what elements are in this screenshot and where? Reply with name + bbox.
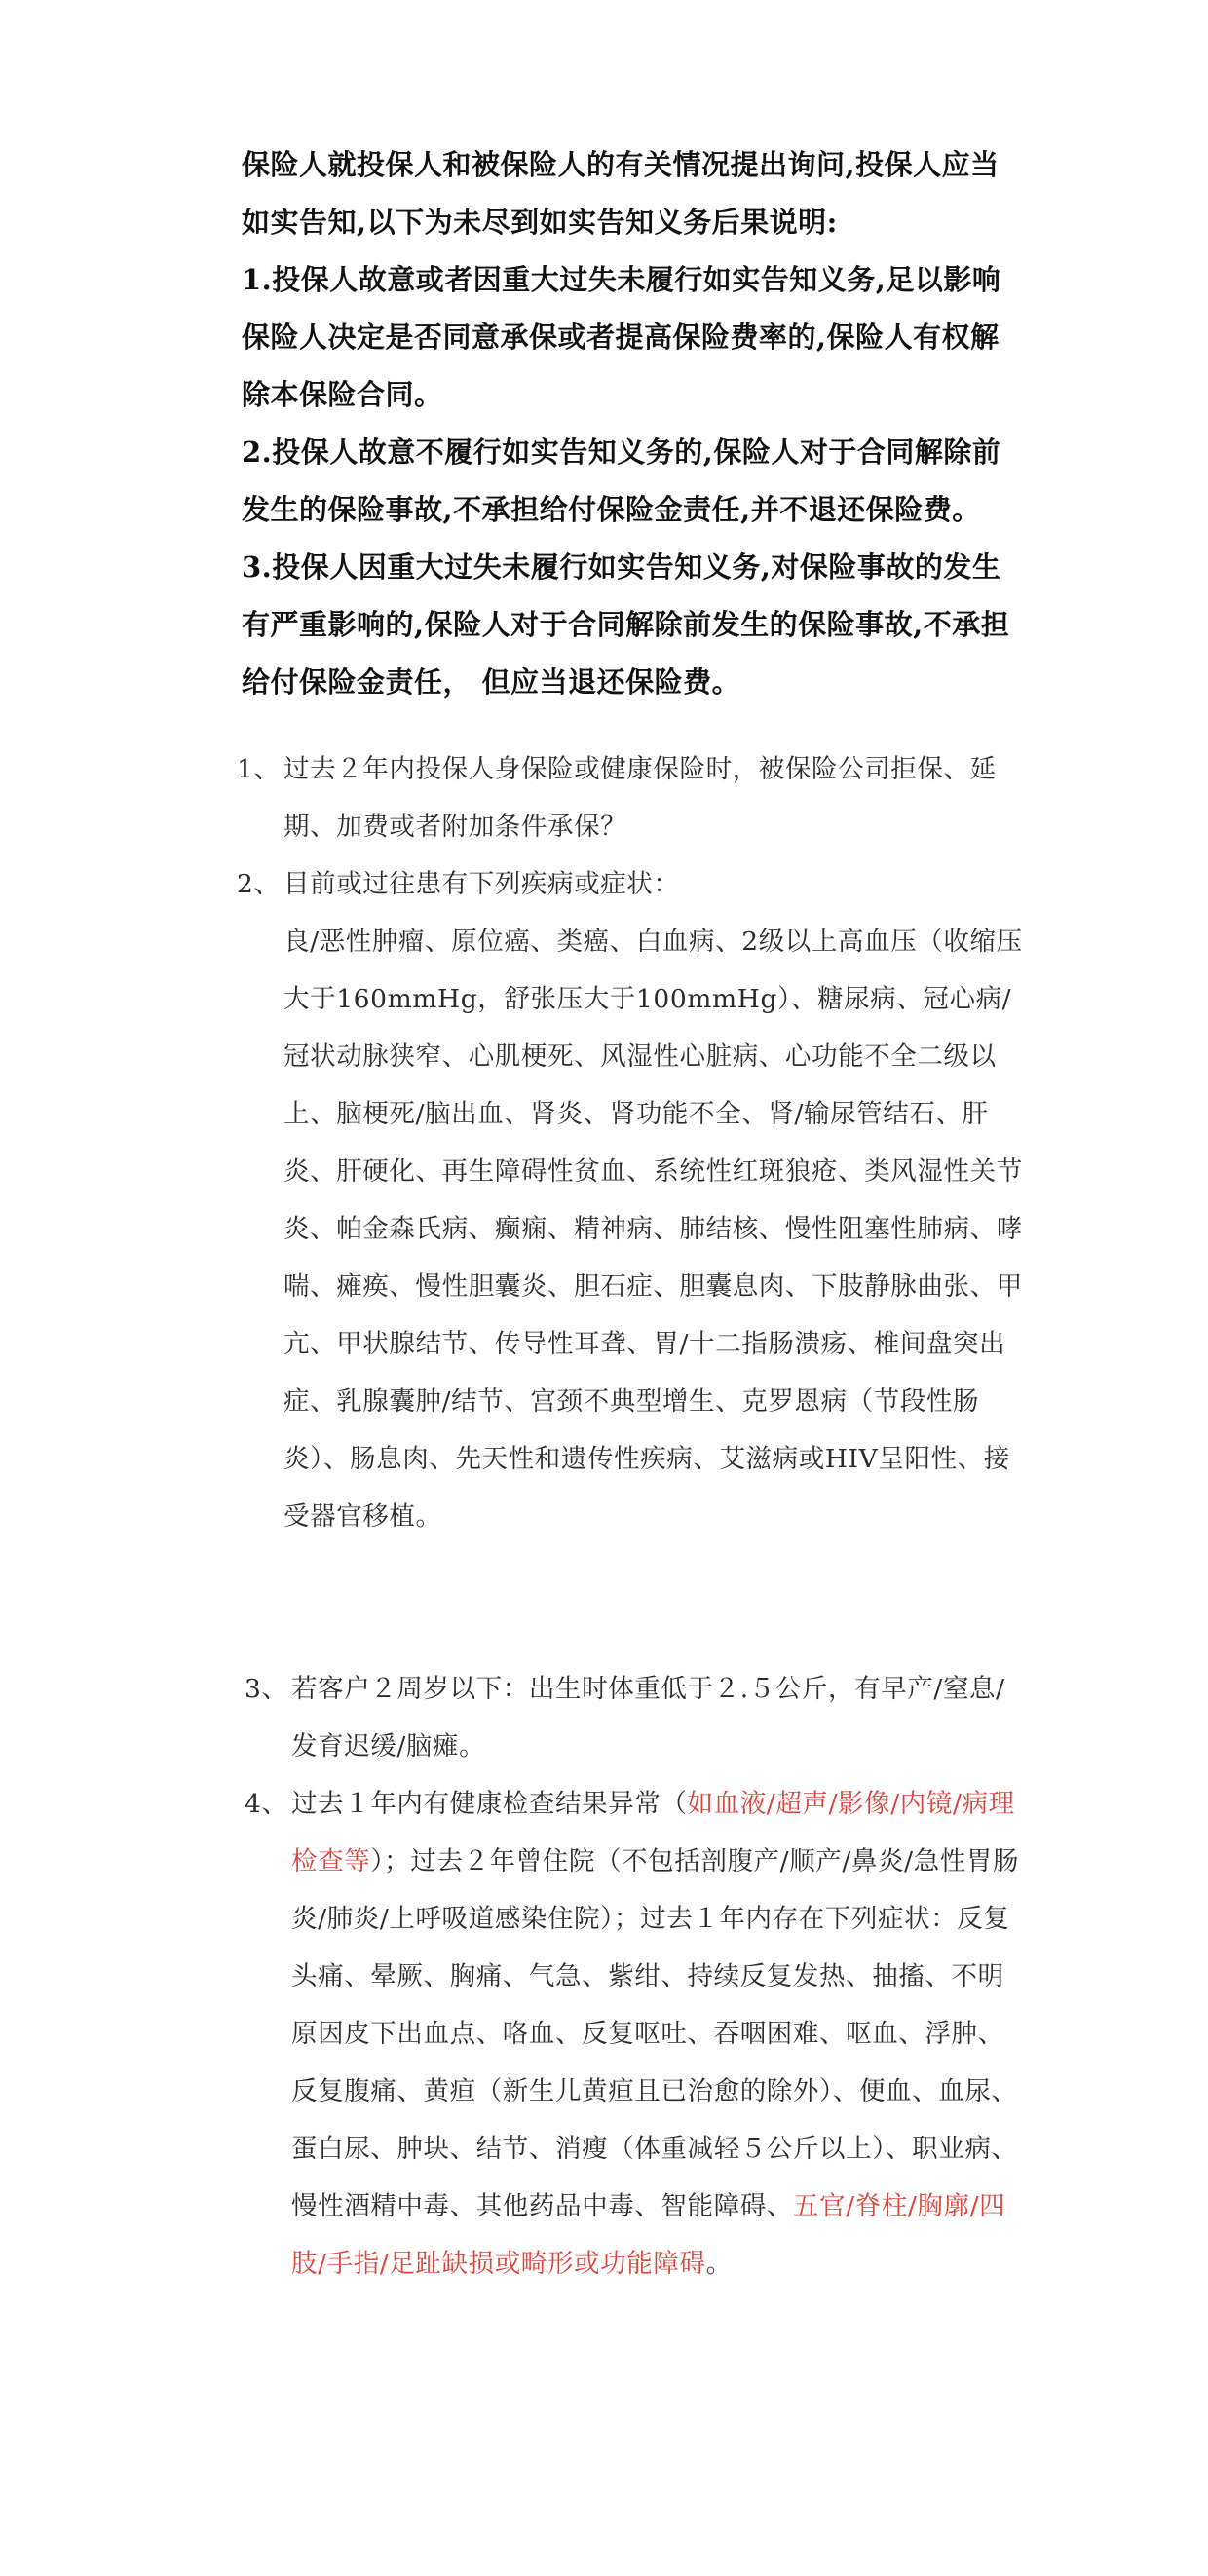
health-questions-part-2 <box>245 1660 1028 2292</box>
disclosure-notice <box>242 136 1021 711</box>
highlighted-exam-types: 如血液/超声/影像/内镜/病理检查等 <box>291 1789 1015 1876</box>
question-1 <box>237 740 1028 855</box>
question-number: 3、 <box>245 1674 288 1704</box>
question-text <box>291 1775 1028 2292</box>
health-questions-part-1 <box>237 740 1028 1545</box>
question-number: 1、 <box>237 754 281 784</box>
question-text: 若客户２周岁以下：出生时体重低于２.５公斤，有早产/窒息/发育迟缓/脑瘫。 <box>291 1674 1005 1762</box>
question-2 <box>237 855 1028 913</box>
question-text: 过去２年内投保人身保险或健康保险时，被保险公司拒保、延期、加费或者附加条件承保？ <box>283 754 997 842</box>
notice-point-3: 3.投保人因重大过失未履行如实告知义务,对保险事故的发生有严重影响的,保险人对于合同解除前发生的保险事故,不承担给付保险金责任， 但应当退还保险费。 <box>242 550 1010 699</box>
question-number: 2、 <box>237 869 281 899</box>
disease-list: 良/恶性肿瘤、原位癌、类癌、白血病、2级以上高血压（收缩压大于160mmHg，舒张压大于100mmHg）、糖尿病、冠心病/冠状动脉狭窄、心肌梗死、风湿性心脏病、心功能不全二级以上、脑梗死/脑出血、肾炎、肾功能不全、肾/输尿管结石、肝炎、肝硬化、再生障碍性贫血、系统性红斑狼疮、类风湿性关节炎、帕金森氏病、癫痫、精神病、肺结核、慢性阻塞性肺病、哮喘、瘫痪、慢性胆囊炎、胆石症、胆囊息肉、下肢静脉曲张、甲亢、甲状腺结节、传导性耳聋、胃/十二指肠溃疡、椎间盘突出症、乳腺囊肿/结节、宫颈不典型增生、克罗恩病（节段性肠炎）、肠息肉、先天性和遗传性疾病、艾滋病或HIV呈阳性、接受器官移植。 <box>283 927 1023 1532</box>
question-text-part: ）；过去２年曾住院（不包括剖腹产/顺产/鼻炎/急性胃肠炎/肺炎/上呼吸道感染住院）；过去１年内存在下列症状：反复头痛、晕厥、胸痛、气急、紫绀、持续反复发热、抽搐、不明原因皮下出血点、咯血、反复呕吐、吞咽困难、呕血、浮肿、反复腹痛、黄疸（新生儿黄疸且已治愈的除外）、便血、血尿、蛋白尿、肿块、结节、消瘦（体重减轻５公斤以上）、职业病、慢性酒精中毒、其他药品中毒、智能障碍、 <box>291 1846 1020 2221</box>
question-3 <box>245 1660 1028 1775</box>
highlighted-defects: 五官/脊柱/胸廓/四肢/手指/足趾缺损或畸形或功能障碍 <box>291 2191 1006 2279</box>
notice-point-2: 2.投保人故意不履行如实告知义务的,保险人对于合同解除前发生的保险事故,不承担给付保险金责任,并不退还保险费。 <box>242 436 1001 526</box>
question-text-end: 。 <box>705 2249 733 2279</box>
notice-intro: 保险人就投保人和被保险人的有关情况提出询问,投保人应当如实告知,以下为未尽到如实告知义务后果说明: <box>242 148 1000 239</box>
question-text-part: 过去１年内有健康检查结果异常（ <box>291 1789 688 1819</box>
notice-point-1: 1.投保人故意或者因重大过失未履行如实告知义务,足以影响保险人决定是否同意承保或者提高保险费率的,保险人有权解除本保险合同。 <box>242 263 1001 411</box>
question-4 <box>245 1775 1028 2292</box>
question-number: 4、 <box>245 1789 288 1819</box>
question-text: 目前或过往患有下列疾病或症状： <box>283 869 680 899</box>
